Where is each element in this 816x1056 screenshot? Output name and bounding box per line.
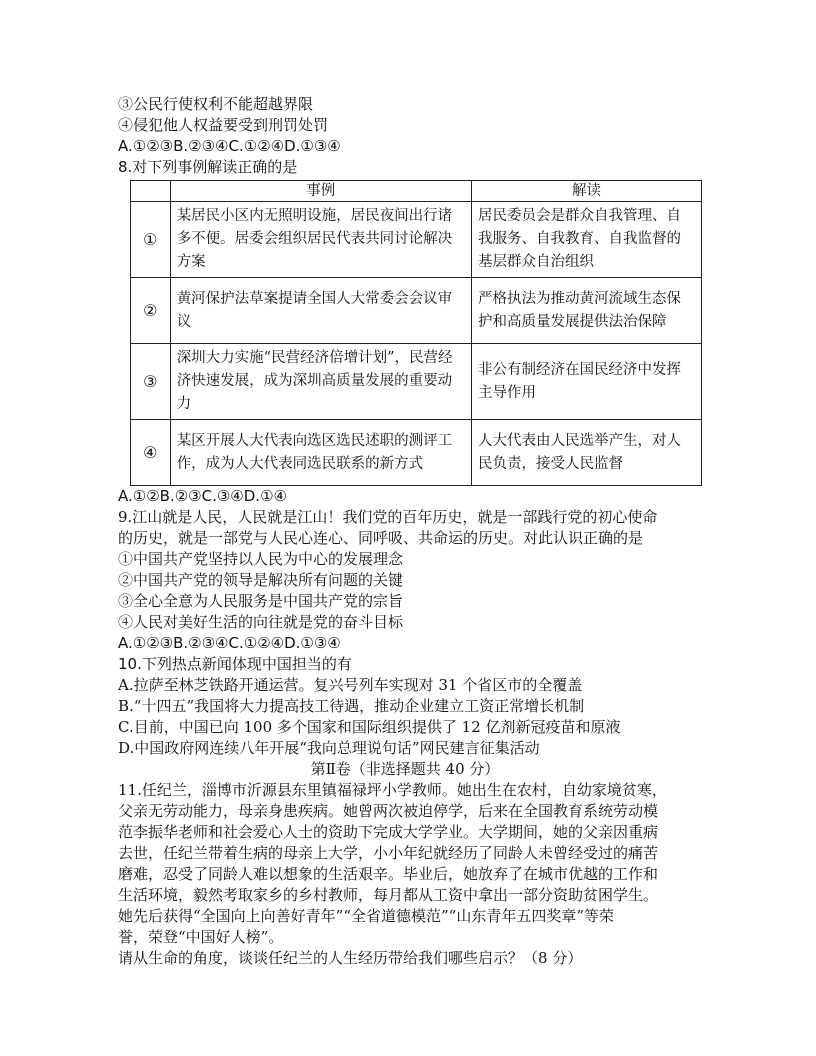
- q9-item-3: ③全心全意为人民服务是中国共产党的宗旨: [118, 592, 404, 610]
- table-header-num: [131, 181, 171, 202]
- q10-stem: 10.下列热点新闻体现中国担当的有: [118, 655, 352, 673]
- table-header-example: 事例: [170, 181, 471, 202]
- row-interpretation: 非公有制经济在国民经济中发挥主导作用: [471, 344, 701, 420]
- q7-options: A.①②③B.②③④C.①②④D.①③④: [118, 137, 341, 155]
- row-number: ②: [131, 278, 171, 344]
- q10-option-d: D.中国政府网连续八年开展“我向总理说句话”网民建言征集活动: [118, 739, 540, 757]
- table-row: [131, 278, 702, 344]
- q11-line: 11.任纪兰，淄博市沂源县东里镇福禄坪小学教师。她出生在农村，自幼家境贫寒，: [118, 781, 667, 799]
- row-example: 某居民小区内无照明设施，居民夜间出行诸多不便。居委会组织居民代表共同讨论解决方案: [170, 202, 471, 278]
- row-number: ④: [131, 420, 171, 486]
- table-header-row: [131, 181, 702, 202]
- row-number: ①: [131, 202, 171, 278]
- q11-line: 去世，任纪兰带着生病的母亲上大学，小小年纪就经历了同龄人未曾经受过的痛苦: [118, 844, 659, 862]
- q8-stem: 8.对下列事例解读正确的是: [118, 158, 298, 176]
- q9-options: A.①②③B.②③④C.①②④D.①③④: [118, 634, 341, 652]
- q11-line: 生活环境，毅然考取家乡的乡村教师，每月都从工资中拿出一部分资助贫困学生。: [118, 886, 659, 904]
- row-example: 深圳大力实施“民营经济倍增计划”，民营经济快速发展，成为深圳高质量发展的重要动力: [170, 344, 471, 420]
- section-2-title: 第Ⅱ卷（非选择题共 40 分）: [310, 760, 500, 778]
- q11-line: 她先后获得“全国向上向善好青年”“全省道德模范”“山东青年五四奖章”等荣: [118, 907, 615, 925]
- row-example: 某区开展人大代表向选区选民述职的测评工作，成为人大代表同选民联系的新方式: [170, 420, 471, 486]
- row-example: 黄河保护法草案提请全国人大常委会会议审议: [170, 278, 471, 344]
- q11-line: 磨难，忍受了同龄人难以想象的生活艰辛。毕业后，她放弃了在城市优越的工作和: [118, 865, 659, 883]
- table-row: [131, 202, 702, 278]
- row-interpretation: 居民委员会是群众自我管理、自我服务、自我教育、自我监督的基层群众自治组织: [471, 202, 701, 278]
- row-interpretation: 严格执法为推动黄河流域生态保护和高质量发展提供法治保障: [471, 278, 701, 344]
- table-row: [131, 344, 702, 420]
- q9-stem-line-2: 的历史，就是一部党与人民心连心、同呼吸、共命运的历史。对此认识正确的是: [118, 529, 644, 547]
- q11-line: 誉，荣登“中国好人榜”。: [118, 928, 284, 946]
- row-interpretation: 人大代表由人民选举产生，对人民负责，接受人民监督: [471, 420, 701, 486]
- row-number: ③: [131, 344, 171, 420]
- q9-stem-line-1: 9.江山就是人民，人民就是江山！我们党的百年历史，就是一部践行党的初心使命: [118, 508, 658, 526]
- q7-item-3: ③公民行使权利不能超越界限: [118, 95, 314, 113]
- q11-line: 父亲无劳动能力，母亲身患疾病。她曾两次被迫停学，后来在全国教育系统劳动模: [118, 802, 659, 820]
- q10-option-c: C.目前，中国已向 100 多个国家和国际组织提供了 12 亿剂新冠疫苗和原液: [118, 718, 621, 736]
- q11-question: 请从生命的角度，谈谈任纪兰的人生经历带给我们哪些启示？（8 分）: [118, 949, 583, 967]
- table-row: [131, 420, 702, 486]
- q11-line: 范李振华老师和社会爱心人士的资助下完成大学学业。大学期间，她的父亲因重病: [118, 823, 659, 841]
- q9-item-4: ④人民对美好生活的向往就是党的奋斗目标: [118, 613, 404, 631]
- q8-options: A.①②B.②③C.③④D.①④: [118, 487, 287, 505]
- q9-item-1: ①中国共产党坚持以人民为中心的发展理念: [118, 550, 404, 568]
- q10-option-b: B.“十四五”我国将大力提高技工待遇，推动企业建立工资正常增长机制: [118, 697, 585, 715]
- exam-page: [118, 94, 692, 969]
- q7-item-4: ④侵犯他人权益要受到刑罚处罚: [118, 116, 329, 134]
- q8-case-table: [130, 180, 702, 486]
- q10-option-a: A.拉萨至林芝铁路开通运营。复兴号列车实现对 31 个省区市的全覆盖: [118, 676, 583, 694]
- q9-item-2: ②中国共产党的领导是解决所有问题的关键: [118, 571, 404, 589]
- table-header-interpretation: 解读: [471, 181, 701, 202]
